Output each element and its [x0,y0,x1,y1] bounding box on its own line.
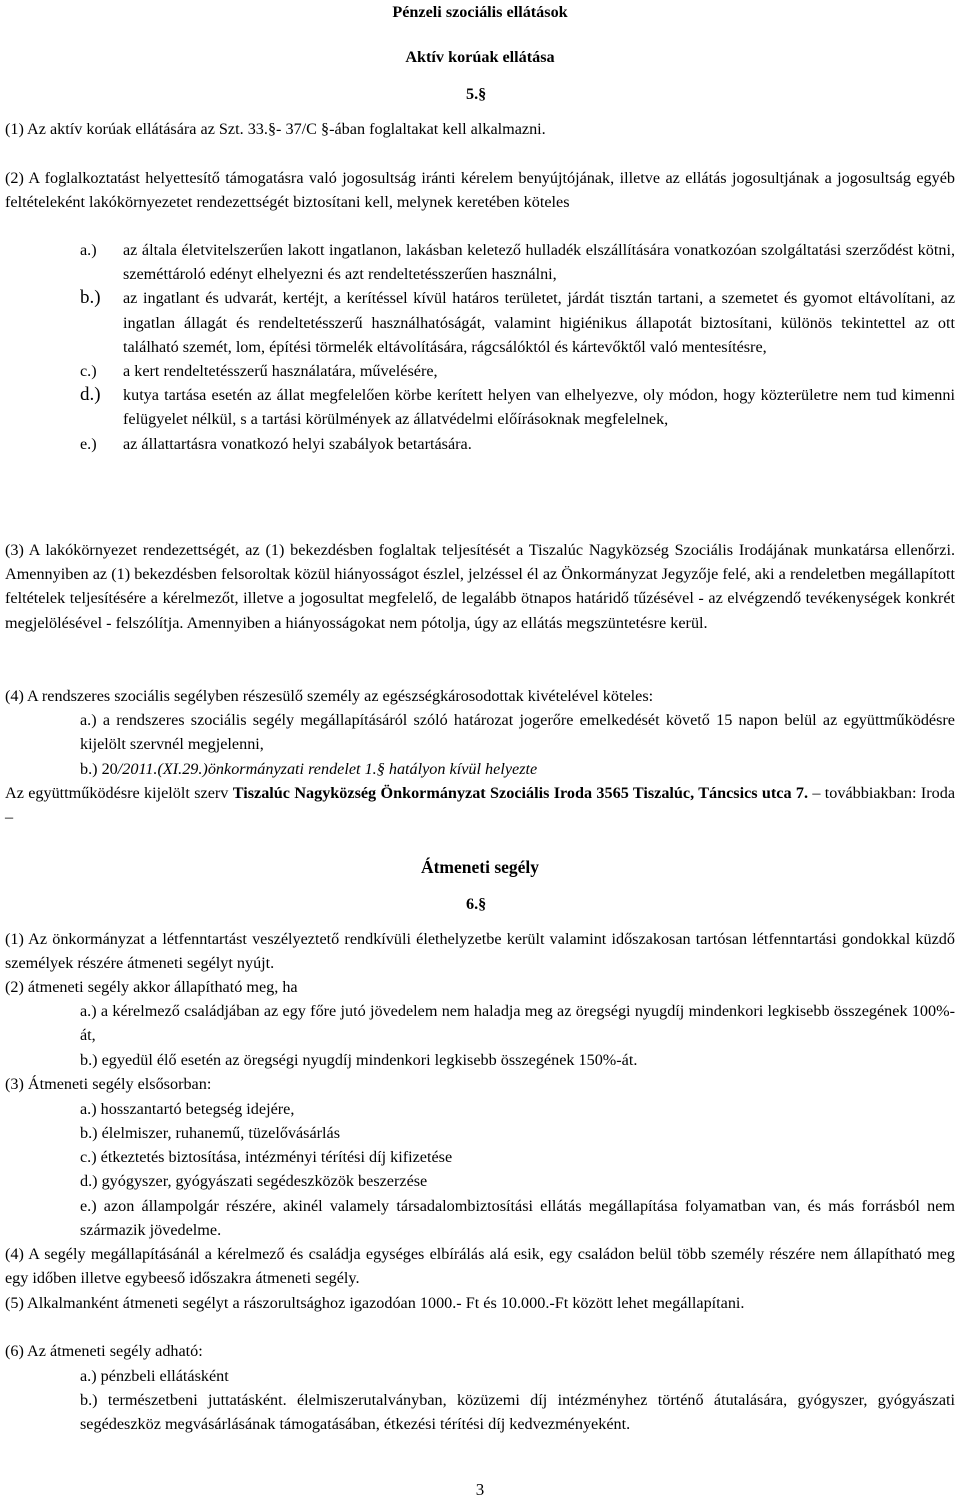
list-item-text: az állattartásra vonatkozó helyi szabályok betartására. [123,434,472,453]
s5-paragraph-4b-italic: /2011.(XI.29.)önkormányzati rendelet 1.§ hatályon kívül helyezte [117,760,538,778]
list-item-label: d.) [80,384,101,406]
list-item [80,286,955,359]
list-item-text: kutya tartása esetén az állat megfelelően körbe kerített helyen van elhelyezve, oly módon, hogy közterületre nem tud kimenni felügyelet nélkül, s a tartási körülmények az állatvédelmi előírásoknak megfelelnek, [123,386,955,429]
s6-paragraph-6b: b.) természetbeni juttatásként. élelmiszerutalványban, közüzemi díj intézményhez történő átutalására, gyógyszer, gyógyászati segédeszköz megvásárlásának támogatásában, étkezési térítési díj kedvezményeként. [80,1391,955,1434]
s6-paragraph-4: (4) A segély megállapításánál a kérelmező és családja egységes elbírálás alá esik, egy családon belül több személy részére nem állapítható meg egy időben illetve egybeeső időszakra átmeneti segély. [5,1245,955,1288]
subsection-title: Aktív korúak ellátása [405,48,555,66]
section-title: Pénzeli szociális ellátások [392,3,568,21]
cooperating-office-prefix: Az együttműködésre kijelölt szerv [5,784,233,802]
list-item-label: e.) [80,434,97,453]
page-number: 3 [475,1480,485,1499]
list-item-text: a kert rendeltetésszerű használatára, művelésére, [123,362,438,381]
s6-paragraph-3: (3) Átmeneti segély elsősorban: [5,1075,212,1093]
s6-paragraph-6: (6) Az átmeneti segély adható: [5,1342,203,1360]
list-item-label: a.) [80,241,97,259]
s5-paragraph-4b [80,757,955,781]
s5-paragraph-3: (3) A lakókörnyezet rendezettségét, az (1) bekezdésben foglaltak teljesítését a Tiszalúc Nagyközség Szociális Irodájának munkatársa ellenőrzi. Amennyiben az (1) bekezdésben felsoroltak közül hiányosságot észlel, jelzéssel él az Önkormányzat Jegyzője felé, aki a rendeletben megállapított feltételek teljesítésére a kérelmezőt, illetve a jogosultat megfelelő, de legalább ötnapos határidő tűzésével - az elvégzendő tevékenységek konkrét megjelölésével - felszólítja. Amennyiben a hiányosságokat nem pótolja, úgy az ellátás megszüntetésre kerül. [5,541,955,632]
list-item: b.) élelmiszer, ruhanemű, tüzelővásárlás [80,1124,341,1142]
list-item [80,238,955,286]
list-item: c.) étkeztetés biztosítása, intézményi térítési díj kifizetése [80,1148,453,1166]
s5-paragraph-4: (4) A rendszeres szociális segélyben részesülő személy az egészségkárosodottak kivételével köteles: [5,687,654,705]
cooperating-office-suffix: – továbbiakban: Iroda – [5,784,955,827]
list-item [80,432,955,456]
list-item-text: az ingatlant és udvarát, kertéjt, a kerítéssel kívül határos területet, járdát tisztán tartani, a szemetet és gyomot eltávolítani, az ingatlan állagát és rendeltetésszerű használhatóságát, valamint higiénikus állapotát biztosítani, különös tekintettel az ott található szemét, lom, építési törmelék eltávolítására, rágcsálóktól és kártevőktől való mentesítésre, [123,289,955,356]
s6-paragraph-2: (2) átmeneti segély akkor állapítható meg, ha [5,978,298,996]
s6-paragraph-5: (5) Alkalmanként átmeneti segélyt a rászorultsághoz igazodóan 1000.- Ft és 10.000.-Ft között lehet megállapítani. [5,1294,745,1312]
list-item: d.) gyógyszer, gyógyászati segédeszközök beszerzése [80,1172,428,1190]
cooperating-office [5,781,955,829]
list-item-label: b.) [80,287,101,309]
list-item: a.) hosszantartó betegség idejére, [80,1100,295,1118]
s5-paragraph-1: (1) Az aktív korúak ellátására az Szt. 33.§- 37/C §-ában foglaltakat kell alkalmazni. [5,120,546,138]
s6-paragraph-2b: b.) egyedül élő esetén az öregségi nyugdíj mindenkori legkisebb összegének 150%-át. [80,1051,638,1069]
paragraph-number-6: 6.§ [466,895,487,913]
list-item [80,359,955,383]
paragraph-number-5: 5.§ [466,85,487,103]
s6-title: Átmeneti segély [420,857,540,877]
s5-paragraph-2: (2) A foglalkoztatást helyettesítő támogatásra való jogosultság iránti kérelem benyújtójának, illetve az ellátás jogosultjának a jogosultság egyéb feltételeként lakókörnyezetet rendezettségét biztosítani kell, melynek keretében köteles [5,169,955,212]
s6-paragraph-1: (1) Az önkormányzat a létfenntartást veszélyeztető rendkívüli élethelyzetbe került valamint időszakosan tartósan létfenntartási gondokkal küzdő személyek részére átmeneti segélyt nyújt. [5,930,955,973]
s5-obligations-list [80,238,955,456]
list-item-label: c.) [80,362,97,381]
list-item: e.) azon állampolgár részére, akinél valamely társadalombiztosítási ellátás megállapítása folyamatban van, és más forrásból nem származik jövedelme. [80,1197,955,1240]
list-item [80,383,955,431]
s6-paragraph-2a: a.) a kérelmező családjában az egy főre jutó jövedelem nem haladja meg az öregségi nyugdíj mindenkori legkisebb összegének 100%-át, [80,1002,955,1045]
cooperating-office-name: Tiszalúc Nagyközség Önkormányzat Szociális Iroda 3565 Tiszalúc, Táncsics utca 7. [232,784,809,802]
s5-paragraph-4b-plain: b.) 20 [80,760,118,778]
s6-paragraph-6a: a.) pénzbeli ellátásként [80,1367,229,1385]
list-item-text: az általa életvitelszerűen lakott ingatlanon, lakásban keletező hulladék elszállítására vonatkozóan szolgáltatási szerződést kötni, szeméttároló edényt elhelyezni és azt rendeltetésszerűen használni, [123,241,955,284]
s5-paragraph-4a: a.) a rendszeres szociális segély megállapításáról szóló határozat jogerőre emelkedését követő 15 napon belül az együttműködésre kijelölt szervnél megjelenni, [80,711,955,754]
